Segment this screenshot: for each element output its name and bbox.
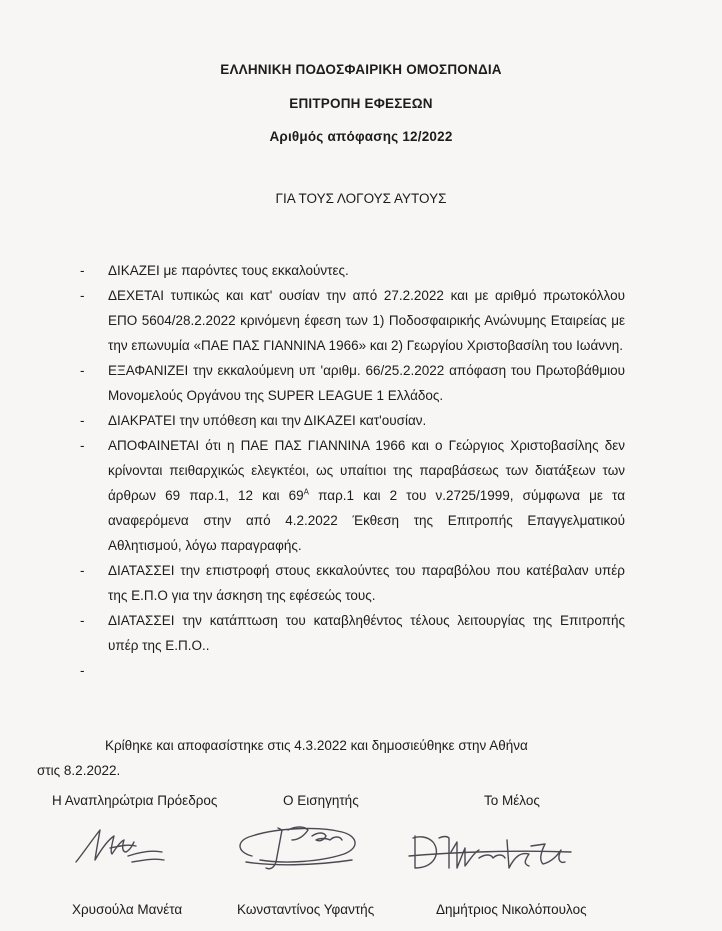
signature-rapporteur [232,818,372,874]
bullet-dash: - [80,263,85,278]
signatory-role-president: Η Αναπληρώτρια Πρόεδρος [52,793,218,808]
ruling-item [80,408,625,433]
signature-member [405,828,575,874]
ruling-item-empty [80,658,625,683]
reasons-heading: ΓΙΑ ΤΟΥΣ ΛΟΓΟΥΣ ΑΥΤΟΥΣ [275,191,447,206]
decision-number: Αριθμός απόφασης 12/2022 [269,129,453,144]
ruling-text: ΔΙΑΚΡΑΤΕΙ την υπόθεση και την ΔΙΚΑΖΕΙ κατ'ουσίαν. [108,413,427,428]
closing-statement [37,733,592,783]
signatory-name-president: Χρυσούλα Μανέτα [72,902,183,917]
ruling-item [80,258,625,283]
bullet-dash: - [80,363,85,378]
bullet-dash: - [80,438,85,453]
bullet-dash: - [80,663,85,678]
ruling-item [80,283,625,358]
signatory-role-rapporteur: Ο Εισηγητής [283,793,359,808]
committee-title: ΕΠΙΤΡΟΠΗ ΕΦΕΣΕΩΝ [289,96,433,111]
ruling-item [80,558,625,608]
bullet-dash: - [80,413,85,428]
ruling-text: ΕΞΑΦΑΝΙΖΕΙ την εκκαλούμενη υπ 'αριθμ. 66/25.2.2022 απόφαση του Πρωτοβάθμιου Μονομελούς Οργάνου της SUPER LEAGUE 1 Ελλάδος. [108,363,625,403]
closing-line: Κρίθηκε και αποφασίστηκε στις 4.3.2022 και δημοσιεύθηκε στην Αθήνα [105,738,528,753]
signatory-name-member: Δημήτριος Νικολόπουλος [436,902,587,917]
ruling-item [80,358,625,408]
ruling-text: ΔΙΑΤΑΣΣΕΙ την κατάπτωση του καταβληθέντος τέλους λειτουργίας της Επιτροπής υπέρ της Ε.Π.Ο.. [108,613,625,653]
signature-president [70,822,170,870]
ruling-item [80,433,625,558]
ruling-text-superscript: Α [303,487,310,497]
signatory-role-member: Το Μέλος [484,793,540,808]
bullet-dash: - [80,563,85,578]
ruling-item [80,608,625,658]
ruling-list [80,258,625,683]
ruling-text: ΔΕΧΕΤΑΙ τυπικώς και κατ' ουσίαν την από 27.2.2022 και με αριθμό πρωτοκόλλου ΕΠΟ 5604/28.2.2022 κρινόμενη έφεση των 1) Ποδοσφαιρικής Ανώνυμης Εταιρείας με την επωνυμία «ΠΑΕ ΠΑΣ ΓΙΑΝΝΙΝΑ 1966» και 2) Γεωργίου Χριστοβασίλη του Ιωάννη. [108,288,625,353]
bullet-dash: - [80,288,85,303]
bullet-dash: - [80,613,85,628]
ruling-text-part: παρ.1 και 2 του ν.2725/1999, σύμφωνα με τα αναφερόμενα στην από 4.2.2022 Έκθεση της Επιτροπής Επαγγελματικού Αθλητισμού, λόγω παραγραφής. [108,488,625,553]
closing-date-line: στις 8.2.2022. [37,763,121,778]
ruling-text: ΔΙΚΑΖΕΙ με παρόντες τους εκκαλούντες. [108,263,349,278]
ruling-text-part: ΑΠΟΦΑΙΝΕΤΑΙ ότι η ΠΑΕ ΠΑΣ ΓΙΑΝΝΙΝΑ 1966 και ο Γεώργιος Χριστοβασίλης δεν κρίνονται πειθαρχικώς ελεγκτέοι, ως υπαίτιοι της παραβάσεως των διατάξεων των άρθρων 69 παρ.1, 12 και 69 [108,438,625,503]
federation-title: ΕΛΛΗΝΙΚΗ ΠΟΔΟΣΦΑΙΡΙΚΗ ΟΜΟΣΠΟΝΔΙΑ [220,62,502,77]
ruling-text: ΔΙΑΤΑΣΣΕΙ την επιστροφή στους εκκαλούντες του παραβόλου που κατέβαλαν υπέρ της Ε.Π.Ο για την άσκηση της εφέσεώς τους. [108,563,625,603]
signatory-name-rapporteur: Κωνσταντίνος Υφαντής [237,902,375,917]
